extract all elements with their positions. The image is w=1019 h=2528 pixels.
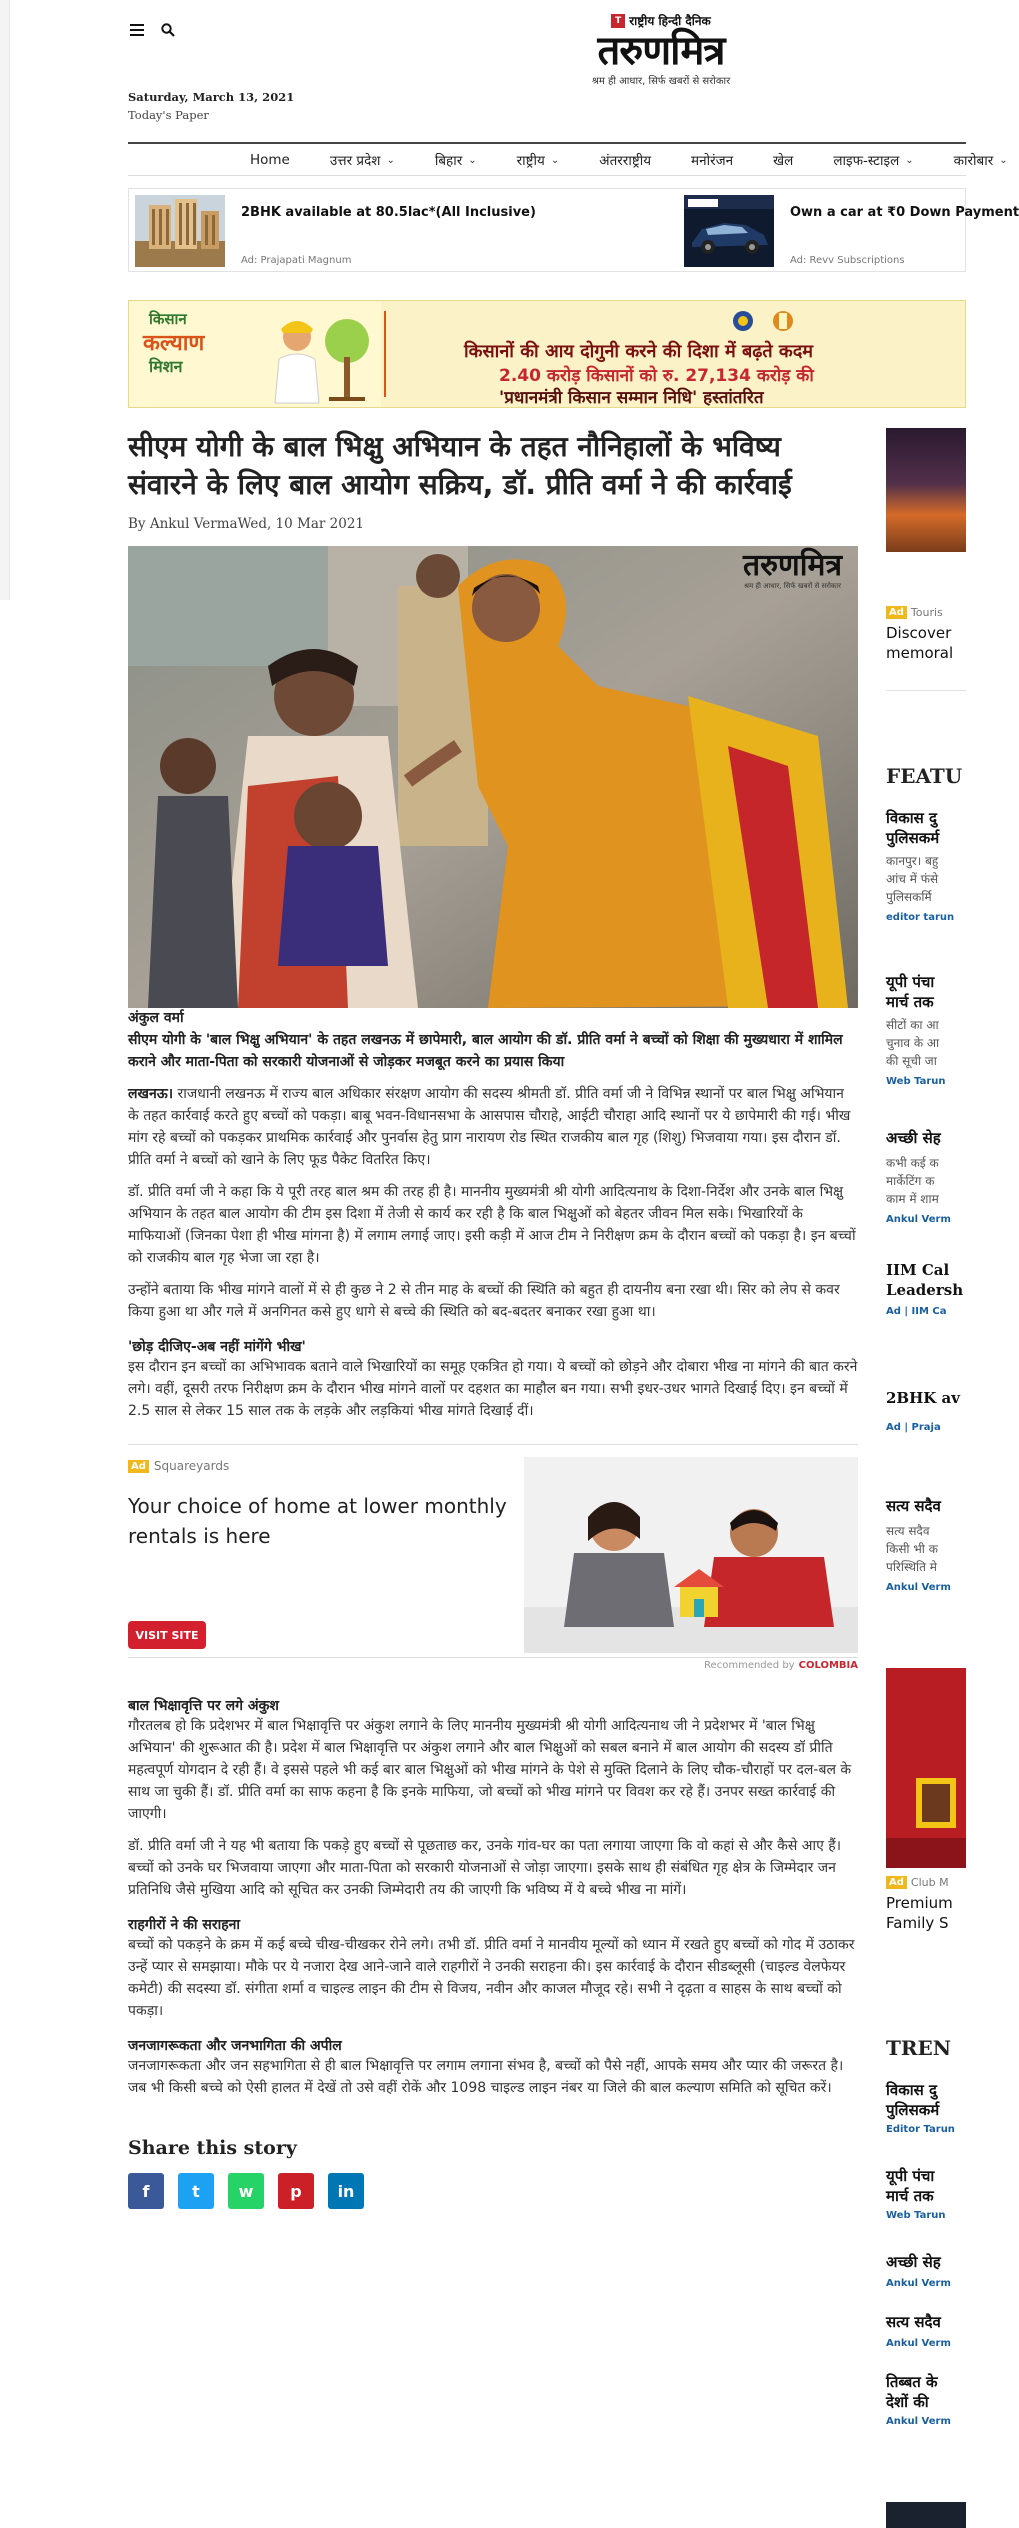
hero-watermark-text: तरुणमित्र <box>743 548 842 583</box>
featured-item-1[interactable]: विकास दु पुलिसकर्म कानपुर। बहु आंच में फंसे पुलिसकर्मि editor tarun <box>886 809 955 923</box>
sidebar-ad-title[interactable]: Discover <box>886 624 952 642</box>
sponsored-title[interactable]: 2BHK available at 80.5lac*(All Inclusive) <box>241 205 536 220</box>
ad-badge: Ad <box>886 1876 907 1889</box>
product-photo <box>886 1668 966 1868</box>
hero-watermark-logo <box>743 550 842 591</box>
trending-item-3[interactable]: अच्छी सेह Ankul Verm <box>886 2253 951 2289</box>
sidebar-ad-image-2[interactable] <box>886 1668 966 1868</box>
visit-site-button[interactable]: VISIT SITE <box>128 1621 206 1649</box>
banner-title-kisan: किसान <box>149 310 187 328</box>
kisan-banner-ad[interactable] <box>128 300 966 408</box>
banner-divider <box>384 311 386 397</box>
sponsored-item-2[interactable] <box>684 195 1019 267</box>
featured-item-4[interactable]: IIM Cal Leadersh Ad | IIM Ca <box>886 1261 964 1317</box>
chevron-down-icon: ⌄ <box>905 154 914 166</box>
chevron-down-icon: ⌄ <box>468 154 477 166</box>
nav-item[interactable] <box>250 152 290 168</box>
article-paragraph: गौरतलब हो कि प्रदेशभर में बाल भिक्षावृत्ति पर अंकुश लगाने के लिए माननीय मुख्यमंत्री श्री योगी आदित्यनाथ जी ने प्रदेशभर में 'बाल भिक्षु अभियान' की शुरूआत की है। प्रदेश में बाल भिक्षावृत्ति पर अंकुश लगाने और बाल भिक्षुओं को सबल बनाने में बाल आयोग की सदस्य डॉ प्रीति महत्वपूर्ण योगदान दे रही हैं। वे इससे पहले भी कई बार बाल भिक्षुओं को भीख मांगने के पेशे से मुक्ति दिलाने के लिए चौक-चौराहों पर दल-बल के साथ जा चुकी हैं। डॉ. प्रीति वर्मा का साफ कहना है कि इनके माफिया, जो बच्चों को भीख मांगने पर विवश कर रहे हैं। उनपर सख्त कार्रवाई की जाएगी। <box>128 1718 852 1822</box>
banner-title-mission: मिशन <box>149 357 183 376</box>
featured-heading: FEATU <box>886 764 963 788</box>
nav-item-label: लाइफ-स्टाइल <box>833 153 900 169</box>
sidebar-ad-title[interactable]: memoral <box>886 644 954 662</box>
article-paragraph: उन्होंने बताया कि भीख मांगने वालों में से ही कुछ ने 2 से तीन माह के बच्चों की स्थिति को बहुत ही दायनीय बना रखा थी। सिर को लेप से कवर किया हुआ था और गले में अनगिनत कसे हुए धागे से बच्चे की स्थिति को बद-बदतर बनाकर रखा हुआ था। <box>128 1282 840 1320</box>
nav-item-label: Home <box>250 152 290 168</box>
nav-item[interactable] <box>773 151 793 169</box>
family-photo <box>524 1457 858 1653</box>
article-lede: सीएम योगी के 'बाल भिक्षु अभियान' के तहत लखनऊ में छापेमारी, बाल आयोग की डॉ. प्रीति वर्मा ने बच्चों को शिक्षा की मुख्यधारा में शामिल कराने और माता-पिता को सरकारी योजनाओं से जोड़कर मजबूत करने का प्रयास किया <box>128 1032 843 1070</box>
main-nav <box>128 142 1008 176</box>
caption-author: अंकुल वर्मा <box>128 1010 184 1026</box>
paragraph-text: राजधानी लखनऊ में राज्य बाल अधिकार संरक्षण आयोग की सदस्य श्रीमती डॉ. प्रीति वर्मा जी ने विभिन्न स्थानों पर बाल भिक्षु अभियान के तहत कार्रवाई करते हुए बच्चों को पकड़ा। बाबू भवन-विधानसभा के आसपास चौराहे, आईटी चौराहा आदि स्थानों पर ये छापेमारी की गई। भीख मांग रहे बच्चों को पकड़कर प्राथमिक कार्रवाई और पुनर्वास हेतु प्राग नारायण रोड स्थित राजकीय बाल गृह (शिशु) भिजवाया गया। इस दौरान डॉ. प्रीति वर्मा ने बच्चों को खाने के लिए फूड पैकेट वितरित किए। <box>128 1086 851 1168</box>
pinterest-icon[interactable]: p <box>278 2173 314 2209</box>
site-header <box>128 0 966 140</box>
sponsored-strip <box>128 188 1019 272</box>
trending-item-5[interactable]: तिब्बत के देशों की Ankul Verm <box>886 2373 951 2427</box>
logo-badge: T <box>611 14 625 28</box>
colombia-logo[interactable]: COLOMBIA <box>798 1660 858 1671</box>
recommended-label: Recommended by <box>704 1660 795 1671</box>
featured-item-2[interactable]: यूपी पंचा मार्च तक सीटों का आ चुनाव के आ की सूची जा Web Tarun <box>886 973 946 1087</box>
article-body <box>128 428 858 2209</box>
article-paragraph: जनजागरूकता और जन सहभागिता से ही बाल भिक्षावृत्ति पर लगाम लगाना संभव है, बच्चों को पैसे नहीं, आपके समय और प्यार की जरूरत है। जब भी किसी बच्चे को ऐसी हालत में देखें तो उसे वहीं रोकें और 1098 चाइल्ड लाइन नंबर या जिले की बाल कल्याण समिति को सूचित करें। <box>128 2058 844 2096</box>
featured-item-5[interactable]: 2BHK av Ad | Praja <box>886 1389 960 1433</box>
nav-item-label: उत्तर प्रदेश <box>329 153 381 169</box>
banner-left-panel <box>129 301 381 407</box>
car-thumbnail <box>684 195 774 267</box>
trending-heading: TREN <box>886 2036 952 2060</box>
banner-title-kalyan: कल्याण <box>143 331 205 356</box>
featured-item-6[interactable]: सत्य सदैव सत्य सदैव किसी भी क परिस्थिति मे Ankul Verm <box>886 1497 951 1593</box>
article-paragraph <box>128 1083 858 1171</box>
sidebar-ad-2[interactable] <box>886 1876 966 1933</box>
banner-amount: 2.40 करोड़ किसानों को रु. 27,134 करोड़ की <box>499 366 814 386</box>
article-subhead: 'छोड़ दीजिए-अब नहीं मांगेंगे भीख' <box>128 1339 306 1355</box>
sidebar-divider <box>886 690 966 691</box>
chevron-down-icon: ⌄ <box>386 154 395 166</box>
nav-item-label: अंतरराष्ट्रीय <box>599 153 652 169</box>
trending-item-1[interactable]: विकास दु पुलिसकर्म Editor Tarun <box>886 2081 955 2135</box>
article-paragraph: डॉ. प्रीति वर्मा जी ने यह भी बताया कि पकड़े हुए बच्चों से पूछताछ कर, उनके गांव-घर का पता लगाया जाएगा कि वो कहां से और कैसे आए हैं। बच्चों को उनके घर भिजवाया जाएगा और माता-पिता को सरकारी योजनाओं से जोड़ा जाएगा। इसके साथ ही संबंधित गृह क्षेत्र के जिम्मेदार जन प्रतिनिधि जैसे मुखिया आदि को सूचित कर उनकी जिम्मेदारी तय की जाएगी कि भविष्य में ये बच्चे भीख ना मांगें। <box>128 1838 842 1898</box>
inline-sponsored-ad[interactable] <box>128 1444 858 1674</box>
todays-paper-link[interactable]: Today's Paper <box>128 108 209 122</box>
nav-item-label: कारोबार <box>953 153 994 169</box>
share-title: Share this story <box>128 2137 297 2159</box>
nav-item[interactable] <box>599 151 651 169</box>
ad-source: Club M <box>910 1876 949 1889</box>
sponsored-title[interactable]: Own a car at ₹0 Down Payment <box>790 205 1019 220</box>
site-logo[interactable] <box>540 12 782 90</box>
ad-badge: Ad <box>128 1460 149 1473</box>
nav-item[interactable] <box>517 151 560 169</box>
article-paragraph: इस दौरान इन बच्चों का अभिभावक बताने वाले भिखारियों का समूह एकत्रित हो गया। ये बच्चों को छोड़ने और दोबारा भीख ना मांगने की बात करने लगे। वहीं, दूसरी तरफ निरीक्षण क्रम के दौरान भीख मांगने वालों पर दहशत का माहौल बन गया। सभी इधर-उधर भागते दिखाई दिए। इन बच्चों में 2.5 साल से लेकर 15 साल तक के लड़के और लड़कियां भीख मांगते दिखाई दीं। <box>128 1359 858 1419</box>
nav-item-label: राष्ट्रीय <box>516 153 545 169</box>
banner-headline: किसानों की आय दोगुनी करने की दिशा में बढ़ते कदम <box>464 341 814 362</box>
article-byline: By Ankul VermaWed, 10 Mar 2021 <box>128 516 364 532</box>
nav-item-label: बिहार <box>434 153 463 169</box>
logo-wordmark: तरुणमित्र <box>597 28 725 74</box>
article-subhead: जनजागरूकता और जनभागिता की अपील <box>128 2038 342 2054</box>
hamburger-menu-icon[interactable] <box>130 24 144 36</box>
article-paragraph: डॉ. प्रीति वर्मा जी ने कहा कि ये पूरी तरह बाल श्रम की तरह ही है। माननीय मुख्यमंत्री श्री योगी आदित्यनाथ के दिशा-निर्देश और उनके बाल भिक्षु अभियान के तहत बाल आयोग की टीम इस दिशा में तेजी से कार्य कर रही है कि बाल भिक्षुओं को बेहतर जीवन मिल सके। भिखारियों के माफियाओं (जिनका पेशा ही भीख मांगना है) में लगाम लगाई जाए। इसी कड़ी में आज टीम ने निरीक्षण क्रम के दौरान बच्चों को पकड़ा है। इन बच्चों को राजकीय बाल गृह भेजा जा रहा है। <box>128 1184 856 1266</box>
farmer-illustration <box>255 307 375 403</box>
whatsapp-icon[interactable]: w <box>228 2173 264 2209</box>
trending-item-4[interactable]: सत्य सदैव Ankul Verm <box>886 2313 951 2349</box>
chevron-down-icon: ⌄ <box>550 154 560 166</box>
article-hero-image <box>128 546 858 1008</box>
sponsored-source: Ad: Prajapati Magnum <box>241 255 352 266</box>
nav-item-label: खेल <box>773 153 794 169</box>
recommended-by <box>128 1657 858 1671</box>
nav-item[interactable] <box>330 151 395 169</box>
ad-source: Touris <box>910 606 943 619</box>
ad-badge: Ad <box>886 606 907 619</box>
government-emblem-icons <box>729 309 799 333</box>
article-headline: सीएम योगी के बाल भिक्षु अभियान के तहत नौनिहालों के भविष्य संवारने के लिए बाल आयोग सक्रिय, डॉ. प्रीति वर्मा ने की कार्रवाई <box>128 430 792 501</box>
nav-item[interactable] <box>691 151 733 169</box>
share-buttons <box>128 2173 858 2209</box>
article-subhead: बाल भिक्षावृत्ति पर लगे अंकुश <box>128 1698 279 1714</box>
twitter-icon[interactable]: t <box>178 2173 214 2209</box>
logo-top-line: राष्ट्रीय हिन्दी दैनिक <box>629 14 711 28</box>
hero-photo <box>128 546 858 1008</box>
sidebar-bottom-image[interactable] <box>886 2502 966 2528</box>
sidebar-ad-image[interactable] <box>886 428 966 552</box>
nav-item[interactable] <box>435 151 477 169</box>
search-icon[interactable] <box>161 22 175 36</box>
date-block <box>128 90 294 122</box>
facebook-icon[interactable]: f <box>128 2173 164 2209</box>
nav-item[interactable] <box>954 151 1008 169</box>
ad-title[interactable]: Your choice of home at lower monthly rentals is here <box>128 1494 507 1548</box>
ad-source: Squareyards <box>153 1459 230 1473</box>
sidebar-ad-title[interactable]: Family S <box>886 1914 949 1932</box>
chevron-down-icon: ⌄ <box>999 154 1008 166</box>
sponsored-source: Ad: Revv Subscriptions <box>790 255 905 266</box>
current-date: Saturday, March 13, 2021 <box>128 90 295 104</box>
nav-item-label: मनोरंजन <box>691 153 734 169</box>
featured-item-3[interactable]: अच्छी सेह कभी कई क मार्केटिंग क काम में शाम Ankul Verm <box>886 1129 951 1225</box>
linkedin-icon[interactable]: in <box>328 2173 364 2209</box>
article-subhead: राहगीरों ने की सराहना <box>128 1917 241 1933</box>
hero-watermark-tagline: श्रम ही आधार, सिर्फ खबरों से सरोकार <box>744 582 841 590</box>
sidebar-ad-1[interactable] <box>886 606 966 663</box>
sidebar-ad-title[interactable]: Premium <box>886 1894 953 1912</box>
banner-scheme: 'प्रधानमंत्री किसान सम्मान निधि' हस्तांतरित <box>499 388 764 408</box>
ad-label <box>128 1459 229 1473</box>
building-thumbnail <box>135 195 225 267</box>
right-sidebar <box>886 428 966 2528</box>
nav-list <box>128 144 1008 176</box>
dateline: लखनऊ। <box>128 1086 174 1102</box>
left-edge-panel <box>0 0 10 600</box>
trending-item-2[interactable]: यूपी पंचा मार्च तक Web Tarun <box>886 2167 946 2221</box>
nav-item[interactable] <box>833 151 913 169</box>
article-paragraph: बच्चों को पकड़ने के क्रम में कई बच्चे चीख-चीखकर रोने लगे। तभी डॉ. प्रीति वर्मा ने मानवीय मूल्यों को ध्यान में रखते हुए बच्चों को गोद में उठाकर उन्हें प्यार से समझाया। मौके पर ये नजारा देख आने-जाने वाले राहगीरों ने उनकी सराहना की। इस कार्रवाई के दौरान सीडब्लूसी (चाइल्ड वेलफेयर कमेटी) की सदस्या डॉ. संगीता शर्मा व चाइल्ड लाइन की टीम से विजय, नवीन और काजल मौजूद रहे। सभी ने दृढ़ता व साहस के साथ बच्चों को पकड़ा। <box>128 1937 855 2019</box>
logo-tagline: श्रम ही आधार, सिर्फ खबरों से सरोकार <box>591 76 731 87</box>
sponsored-item-1[interactable] <box>135 195 536 267</box>
ad-image <box>524 1457 858 1653</box>
